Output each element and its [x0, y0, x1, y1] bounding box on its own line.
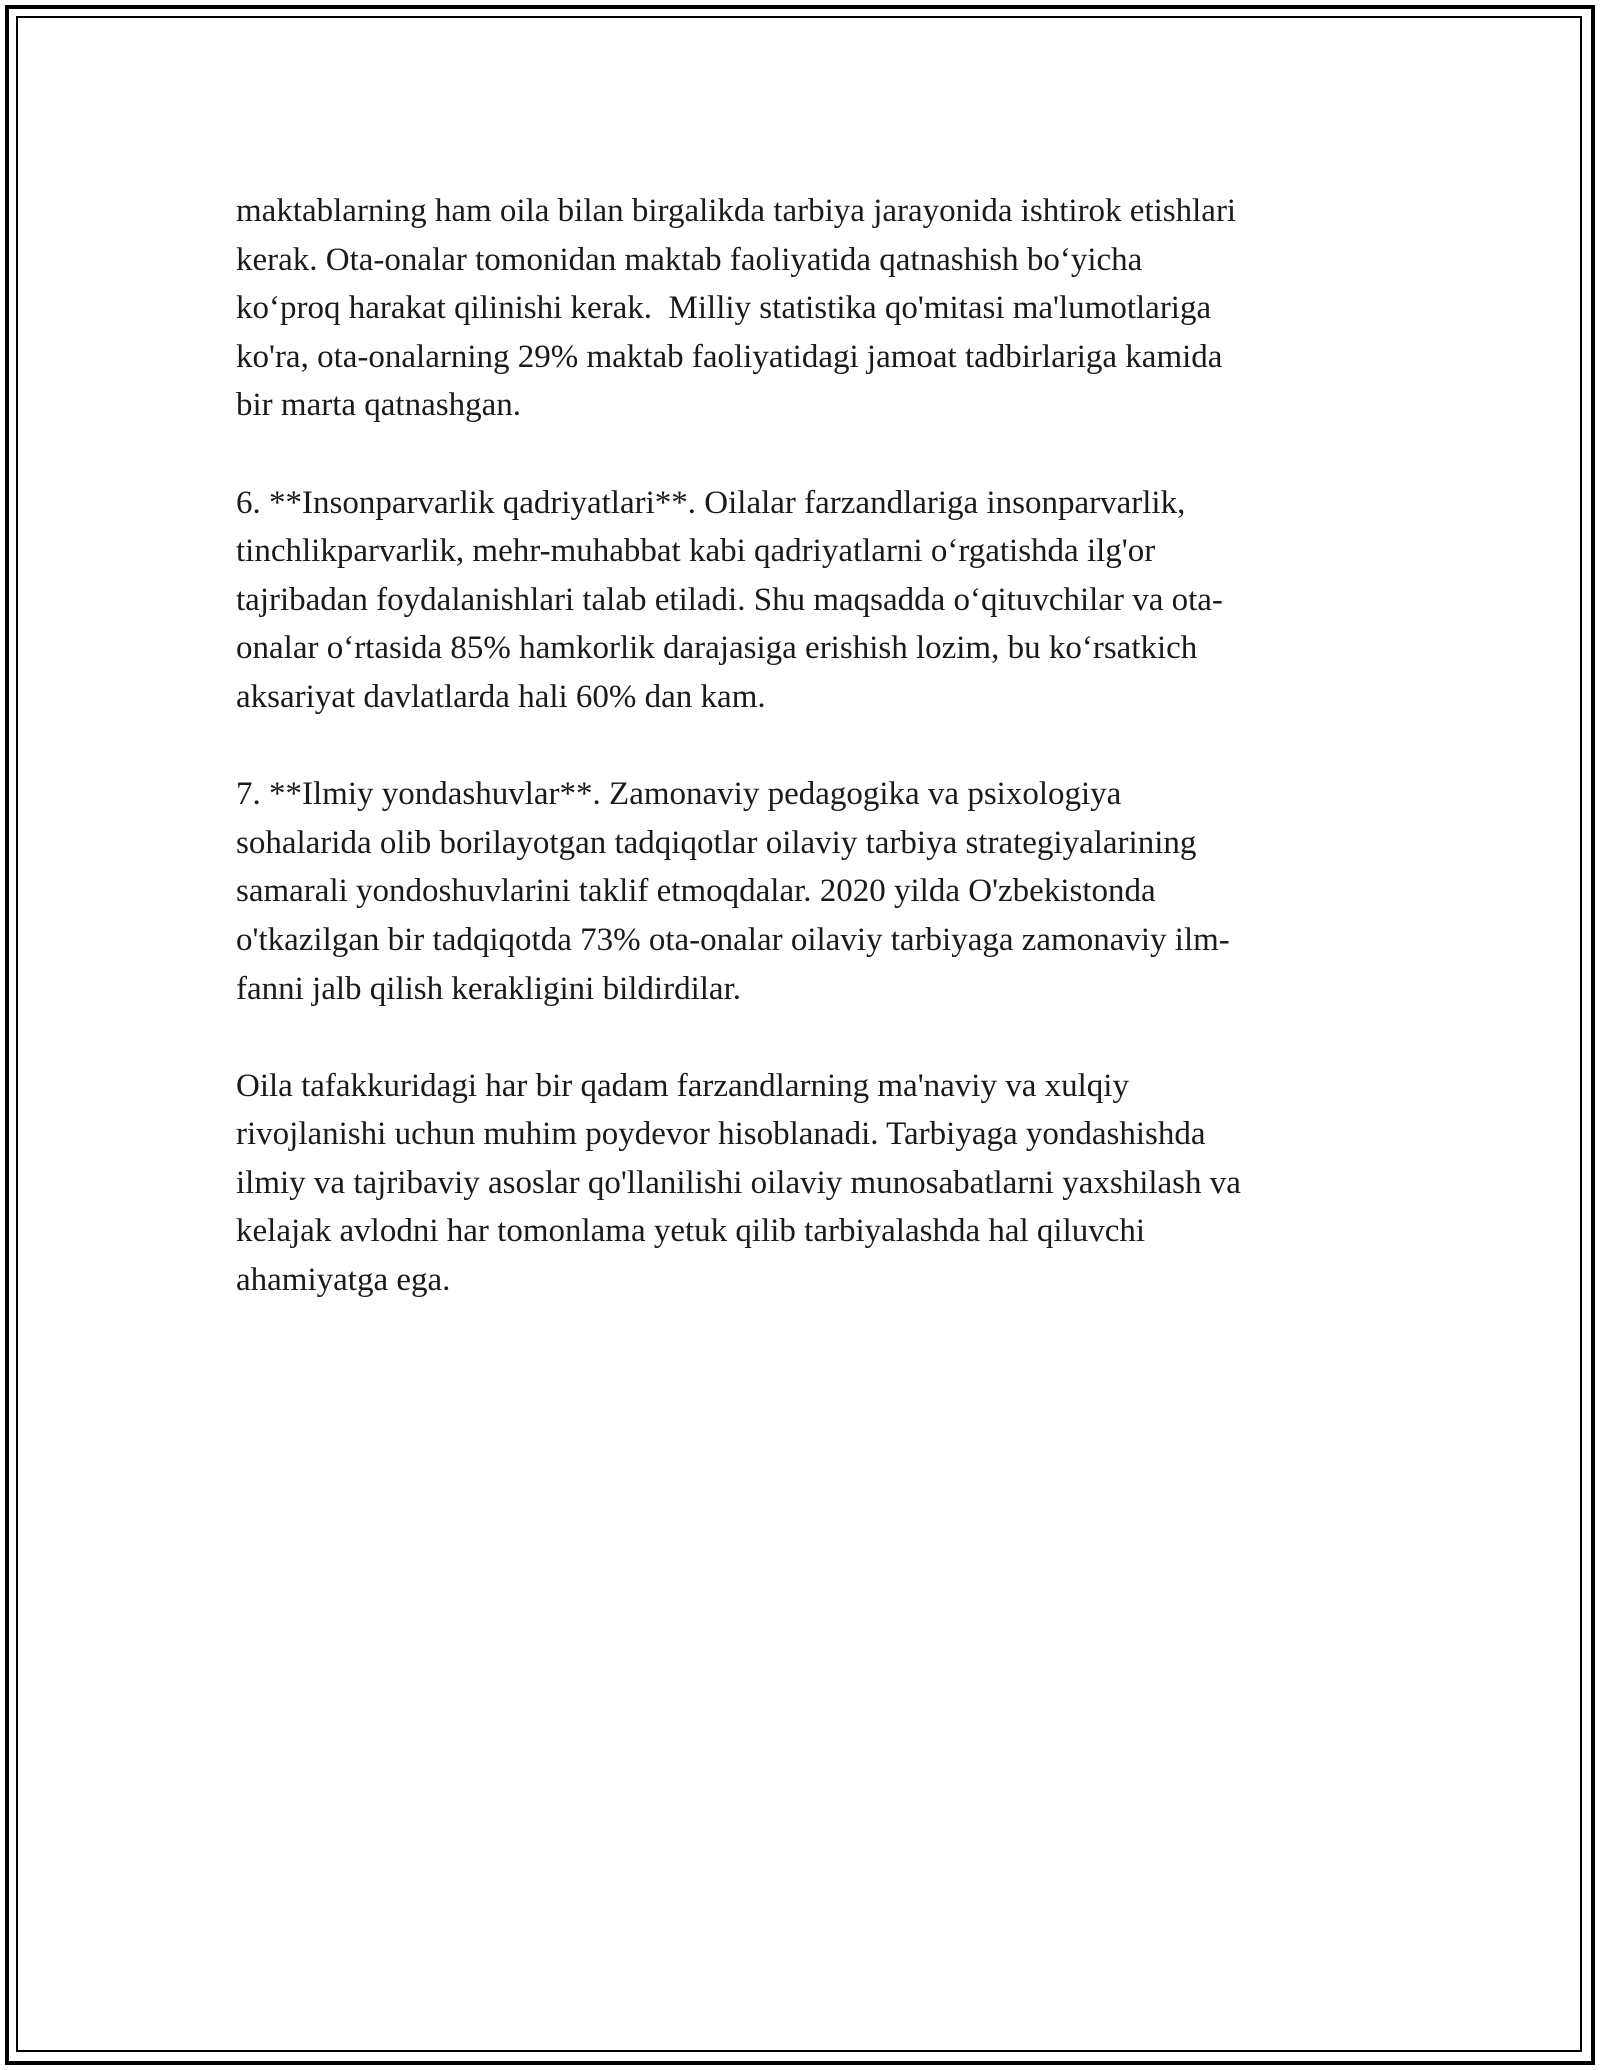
paragraph-humanist-values — [236, 479, 1366, 722]
text-line: 6. **Insonparvarlik qadriyatlari**. Oilalar farzandlariga insonparvarlik, — [236, 484, 1186, 521]
text-line: 7. **Ilmiy yondashuvlar**. Zamonaviy pedagogika va psixologiya — [236, 776, 1122, 813]
text-line: ko‘proq harakat qilinishi kerak. Milliy statistika qo'mitasi ma'lumotlariga — [236, 290, 1212, 327]
text-line: onalar o‘rtasida 85% hamkorlik darajasiga erishish lozim, bu ko‘rsatkich — [236, 630, 1198, 667]
text-line: ko'ra, ota-onalarning 29% maktab faoliyatidagi jamoat tadbirlariga kamida — [236, 338, 1223, 375]
text-line: samarali yondoshuvlarini taklif etmoqdalar. 2020 yilda O'zbekistonda — [236, 873, 1156, 910]
text-line: ilmiy va tajribaviy asoslar qo'llanilishi oilaviy munosabatlarni yaxshilash va — [236, 1164, 1241, 1201]
paragraph-conclusion — [236, 1062, 1366, 1305]
text-line: sohalarida olib borilayotgan tadqiqotlar oilaviy tarbiya strategiyalarining — [236, 824, 1197, 861]
text-line: bir marta qatnashgan. — [236, 387, 521, 424]
text-line: aksariyat davlatlarda hali 60% dan kam. — [236, 678, 766, 715]
text-line: ahamiyatga ega. — [236, 1262, 451, 1299]
text-line: tinchlikparvarlik, mehr-muhabbat kabi qadriyatlarni o‘rgatishda ilg'or — [236, 533, 1156, 570]
text-line: fanni jalb qilish kerakligini bildirdilar. — [236, 970, 741, 1007]
text-line: o'tkazilgan bir tadqiqotda 73% ota-onalar oilaviy tarbiyaga zamonaviy ilm- — [236, 921, 1230, 958]
text-line: maktablarning ham oila bilan birgalikda tarbiya jarayonida ishtirok etishlari — [236, 193, 1237, 229]
text-line: kelajak avlodni har tomonlama yetuk qilib tarbiyalashda hal qiluvchi — [236, 1213, 1146, 1250]
document-body — [236, 187, 1366, 1353]
paragraph-scientific-approaches — [236, 770, 1366, 1013]
text-line: rivojlanishi uchun muhim poydevor hisoblanadi. Tarbiyaga yondashishda — [236, 1116, 1206, 1153]
text-line: tajribadan foydalanishlari talab etiladi. Shu maqsadda o‘qituvchilar va ota- — [236, 581, 1223, 618]
text-line: kerak. Ota-onalar tomonidan maktab faoliyatida qatnashish bo‘yicha — [236, 241, 1143, 278]
text-line: Oila tafakkuridagi har bir qadam farzandlarning ma'naviy va xulqiy — [236, 1067, 1129, 1104]
paragraph-school-participation — [236, 187, 1366, 430]
